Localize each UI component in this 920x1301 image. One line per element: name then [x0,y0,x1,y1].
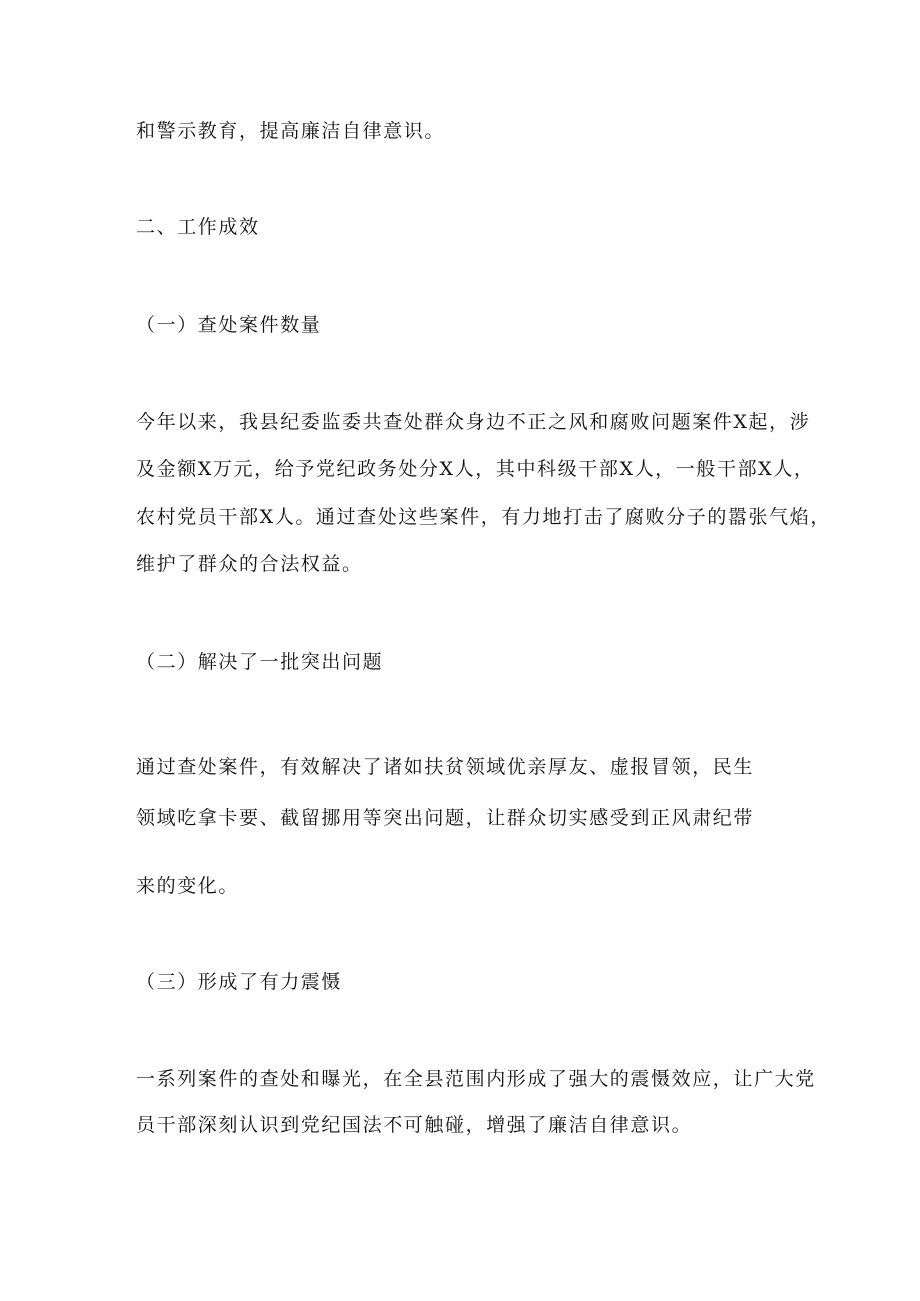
subsection-1-line-3: 农村党员干部X人。通过查处这些案件，有力地打击了腐败分子的嚣张气焰， [136,506,831,528]
subsection-3-line-2: 员干部深刻认识到党纪国法不可触碰，增强了廉洁自律意识。 [136,1114,693,1136]
subsection-1-heading: （一）查处案件数量 [136,314,322,336]
subsection-1-line-2: 及金额X万元，给予党纪政务处分X人，其中科级干部X人，一般干部X人， [136,458,815,480]
subsection-2-heading: （二）解决了一批突出问题 [136,651,384,673]
intro-tail-text: 和警示教育，提高廉洁自律意识。 [136,120,446,142]
subsection-2-line-3: 来的变化。 [136,875,240,897]
subsection-1-line-1: 今年以来，我县纪委监委共查处群众身边不正之风和腐败问题案件X起，涉 [136,411,811,433]
subsection-1-line-4: 维护了群众的合法权益。 [136,553,363,575]
subsection-2-line-1: 通过查处案件，有效解决了诸如扶贫领域优亲厚友、虚报冒领，民生 [136,756,755,778]
subsection-3-heading: （三）形成了有力震慑 [136,971,343,993]
subsection-3-line-1: 一系列案件的查处和曝光，在全县范围内形成了强大的震慑效应，让广大党 [136,1068,816,1090]
section-heading: 二、工作成效 [136,216,260,238]
subsection-2-line-2: 领域吃拿卡要、截留挪用等突出问题，让群众切实感受到正风肃纪带 [136,807,755,829]
